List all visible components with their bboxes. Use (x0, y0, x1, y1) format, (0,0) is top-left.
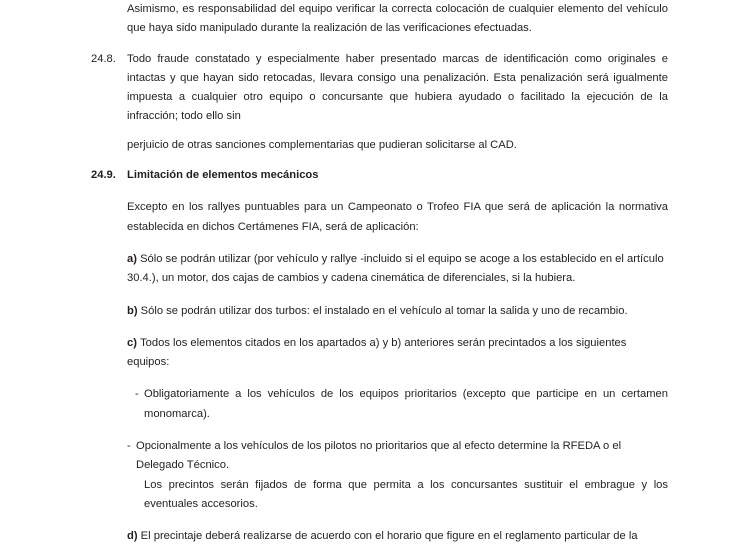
item-a-text: Sólo se podrán utilizar (por vehículo y rallye -incluido si el equipo se acoge a los establecido en el artículo 30.4.), un motor, dos cajas de cambios y cadena cinemática de diferenciales, si la hubiera. (127, 252, 664, 285)
clause-24-8-paragraph-2: perjuicio de otras sanciones complementarias que pudieran solicitarse al CAD. (127, 138, 517, 151)
item-b-row (0, 302, 750, 321)
item-d-text: El precintaje deberá realizarse de acuerdo con el horario que figure en el reglamento particular de la (140, 530, 638, 543)
item-a-row (0, 250, 750, 289)
item-b-marker: b) (127, 304, 138, 317)
item-d (127, 527, 668, 546)
item-d-marker: d) (127, 530, 138, 543)
item-c-bullet-2-text: Opcionalmente a los vehículos de los pilotos no prioritarios que al efecto determine la RFEDA o el Delegado Técnico. (136, 440, 622, 472)
clause-24-9-intro-paragraph: Excepto en los rallyes puntuables para un Campeonato o Trofeo FIA que será de aplicación la normativa establecida en dichos Certámenes FIA, será de aplicación: (127, 201, 668, 233)
item-a (127, 250, 668, 289)
clause-24-9-intro-row (0, 198, 750, 237)
item-a-marker: a) (127, 252, 137, 265)
clause-24-9-heading-row (0, 166, 750, 185)
item-c-bullet-2 (127, 437, 668, 476)
clause-number-24-8: 24.8. (91, 52, 116, 65)
item-c-row (0, 334, 750, 514)
clause-24-8-paragraph-1: Todo fraude constatado y especialmente haber presentado marcas de identificación como originales e intactas y que hayan sido retocadas, llevara consigo una penalización. Esta penalización será igualmente impuesta a cualquier otro equipo o concursante que hubiera ayudado o facilitado la ejecución de la infracción; todo ello sin (127, 52, 668, 123)
item-c-bullet-2-dash: - (127, 440, 131, 453)
item-c-bullet-1-text: Obligatoriamente a los vehículos de los equipos prioritarios (excepto que participe en un certamen monomarca). (144, 388, 668, 420)
intro-paragraph: Asimismo, es responsabilidad del equipo verificar la correcta colocación de cualquier elemento del vehículo que haya sido manipulado durante la realización de las verificaciones efectuadas. (127, 3, 668, 35)
item-d-row (0, 527, 750, 546)
item-c-text: Todos los elementos citados en los apartados a) y b) anteriores serán precintados a los siguientes equipos: (127, 336, 627, 369)
clause-24-8 (0, 50, 750, 155)
item-b (127, 302, 668, 321)
clause-number-24-9: 24.9. (91, 169, 116, 182)
item-c (127, 334, 668, 373)
item-c-marker: c) (127, 336, 137, 349)
clause-24-9-heading: Limitación de elementos mecánicos (127, 169, 319, 182)
item-c-bullet-1-dash: - (135, 388, 139, 401)
item-c-closing-paragraph: Los precintos serán fijados de forma que permita a los concursantes sustituir el embrague y los eventuales accesorios. (144, 478, 668, 510)
item-b-text: Sólo se podrán utilizar dos turbos: el instalado en el vehículo al tomar la salida y uno de recambio. (140, 304, 628, 317)
intro-block (0, 0, 750, 39)
item-c-bullet-1 (127, 385, 668, 424)
